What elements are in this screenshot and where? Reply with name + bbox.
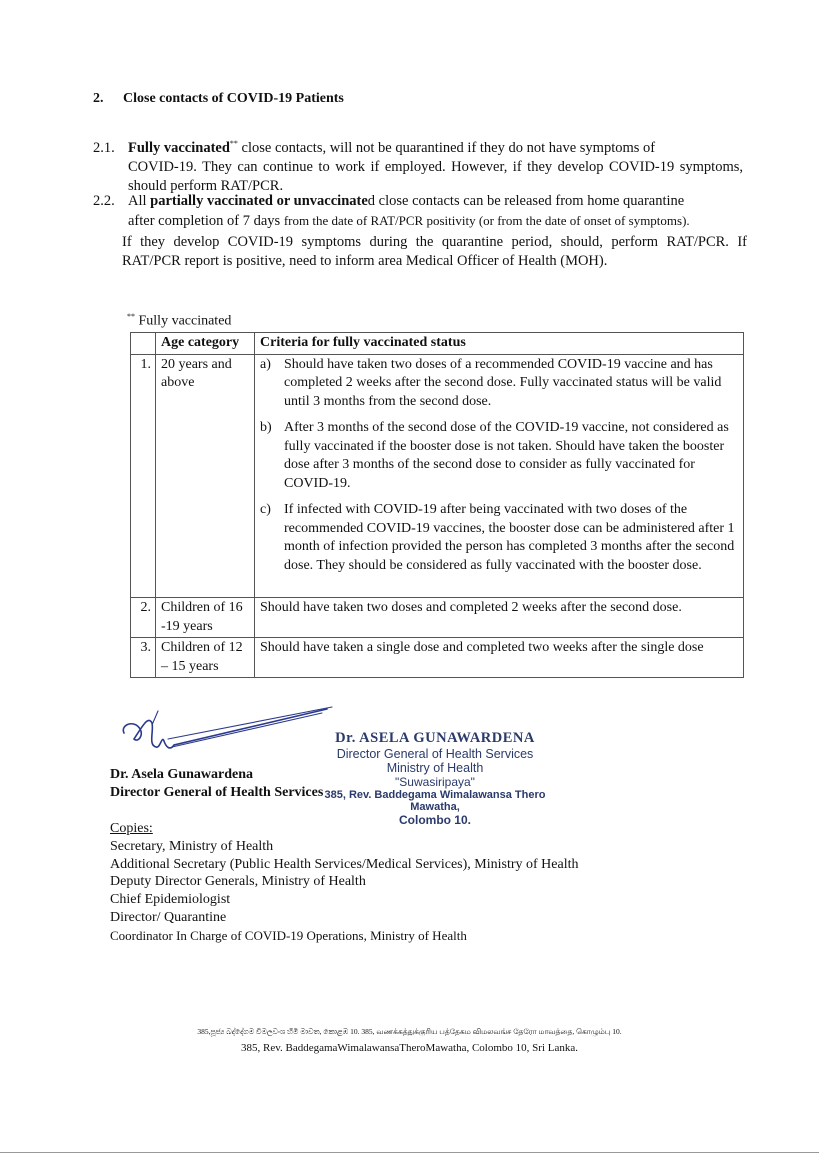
footnote-label [127, 312, 231, 330]
row-number: 1. [131, 354, 156, 598]
continuation-b: from the date of RAT/PCR positivity (or from the date of onset of symptoms). [283, 213, 690, 228]
list-item: Deputy Director Generals, Ministry of Health [110, 874, 366, 890]
footnote-mark: ** [127, 312, 135, 321]
paragraph-label: 2.2. [93, 193, 115, 209]
bottom-rule [0, 1152, 819, 1153]
criteria-label: a) [260, 356, 271, 372]
footer-english-address: 385, Rev. BaddegamaWimalawansaTheroMawatha, Colombo 10, Sri Lanka. [240, 1042, 578, 1054]
criteria-cell [255, 354, 744, 598]
list-item: Secretary, Ministry of Health [110, 838, 274, 854]
copies-heading: Copies: [110, 821, 153, 836]
stamp-title: Director General of Health Services [336, 747, 534, 761]
stamp-name: Dr. ASELA GUNAWARDENA [335, 730, 535, 746]
footer-local-address: 385,පූජ්‍ය බද්දේගම විමලවංශ හිමි මාවත, කොළඹ 10. 385, வணக்கத்துக்குரிய பத்தேகம விமலவங்ச தேரோ மாவத்தை, கொழும்பு 10. [197, 1027, 622, 1036]
header-number [131, 333, 156, 355]
criteria-cell: Should have taken two doses and completed 2 weeks after the second dose. [255, 598, 744, 638]
section-title: Close contacts of COVID-19 Patients [123, 91, 344, 106]
paragraph-2-2 [93, 192, 748, 231]
paragraph-2-1 [93, 134, 743, 196]
footnote-mark: ** [229, 139, 238, 148]
official-stamp [300, 730, 570, 827]
bold-term: Fully vaccinated [128, 139, 230, 156]
signatory-title: Director General of Health Services [110, 785, 324, 800]
table-row [131, 598, 744, 638]
paragraph-continuation: COVID-19. They can continue to work if employed. However, if they develop COVID-19 symptoms, should perform RAT/PCR. [128, 158, 743, 194]
section-number: 2. [93, 91, 104, 106]
criteria-item [260, 419, 738, 493]
row-number: 2. [131, 598, 156, 638]
paragraph-continuation [93, 211, 748, 231]
age-category-cell: Children of 16 -19 years [156, 598, 255, 638]
list-item: Coordinator In Charge of COVID-19 Operations, Ministry of Health [110, 927, 467, 943]
table-row [131, 638, 744, 678]
criteria-cell: Should have taken a single dose and completed two weeks after the single dose [255, 638, 744, 678]
table-header-row [131, 333, 744, 355]
age-category-cell: 20 years and above [156, 354, 255, 598]
header-age-category: Age category [156, 333, 255, 355]
stamp-city: Colombo 10. [398, 813, 471, 827]
criteria-text: If infected with COVID-19 after being vaccinated with two doses of the recommended COVID-19 vaccines, the booster dose can be administered after 1 month of infection provided the person has completed 3 months after the second dose. They should be considered as fully vaccinated with the booster dose. [284, 502, 735, 573]
paragraph-text-pre: All [128, 193, 151, 209]
paragraph-text: d close contacts can be released from home quarantine [367, 193, 685, 209]
vaccination-criteria-table [130, 332, 744, 678]
criteria-item [260, 501, 738, 575]
list-item: Additional Secretary (Public Health Services/Medical Services), Ministry of Health [110, 856, 579, 872]
stamp-address: 385, Rev. Baddegama Wimalawansa Thero Mawatha, [324, 789, 546, 813]
paragraph-label: 2.1. [93, 139, 115, 156]
continuation-a: after completion of 7 days [128, 213, 284, 229]
footnote-text: Fully vaccinated [135, 313, 232, 329]
row-number: 3. [131, 638, 156, 678]
paragraph-text: close contacts, will not be quarantined if they do not have symptoms of [237, 139, 656, 156]
paragraph-2-2-followup: If they develop COVID-19 symptoms during the quarantine period, should, perform RAT/PCR. If RAT/PCR report is positive, need to inform area Medical Officer of Health (MOH). [122, 234, 747, 269]
signatory-name: Dr. Asela Gunawardena [110, 767, 254, 782]
bold-term: partially vaccinated or unvaccinate [150, 193, 368, 209]
criteria-label: b) [260, 420, 272, 435]
section-heading [93, 91, 344, 107]
table-row [131, 354, 744, 598]
signatory-block [110, 766, 323, 802]
list-item: Director/ Quarantine [110, 909, 227, 925]
list-item: Chief Epidemiologist [110, 892, 231, 908]
copies-list [110, 820, 578, 945]
header-criteria: Criteria for fully vaccinated status [255, 333, 744, 355]
criteria-label: c) [260, 502, 271, 517]
criteria-item [260, 356, 738, 412]
stamp-building: "Suwasiripaya" [395, 775, 475, 789]
age-category-cell: Children of 12 – 15 years [156, 638, 255, 678]
stamp-ministry: Ministry of Health [386, 761, 484, 775]
criteria-text: After 3 months of the second dose of the COVID-19 vaccine, not considered as fully vaccinated if the booster dose is not taken. Should have taken the booster dose after 3 months of the second dose to consider as fully vaccinated for COVID-19. [284, 420, 729, 491]
criteria-text: Should have taken two doses of a recommended COVID-19 vaccine and has completed 2 weeks after the second dose. Fully vaccinated status will be valid until 3 months from the second dose. [284, 356, 722, 409]
page-footer [0, 1024, 819, 1056]
